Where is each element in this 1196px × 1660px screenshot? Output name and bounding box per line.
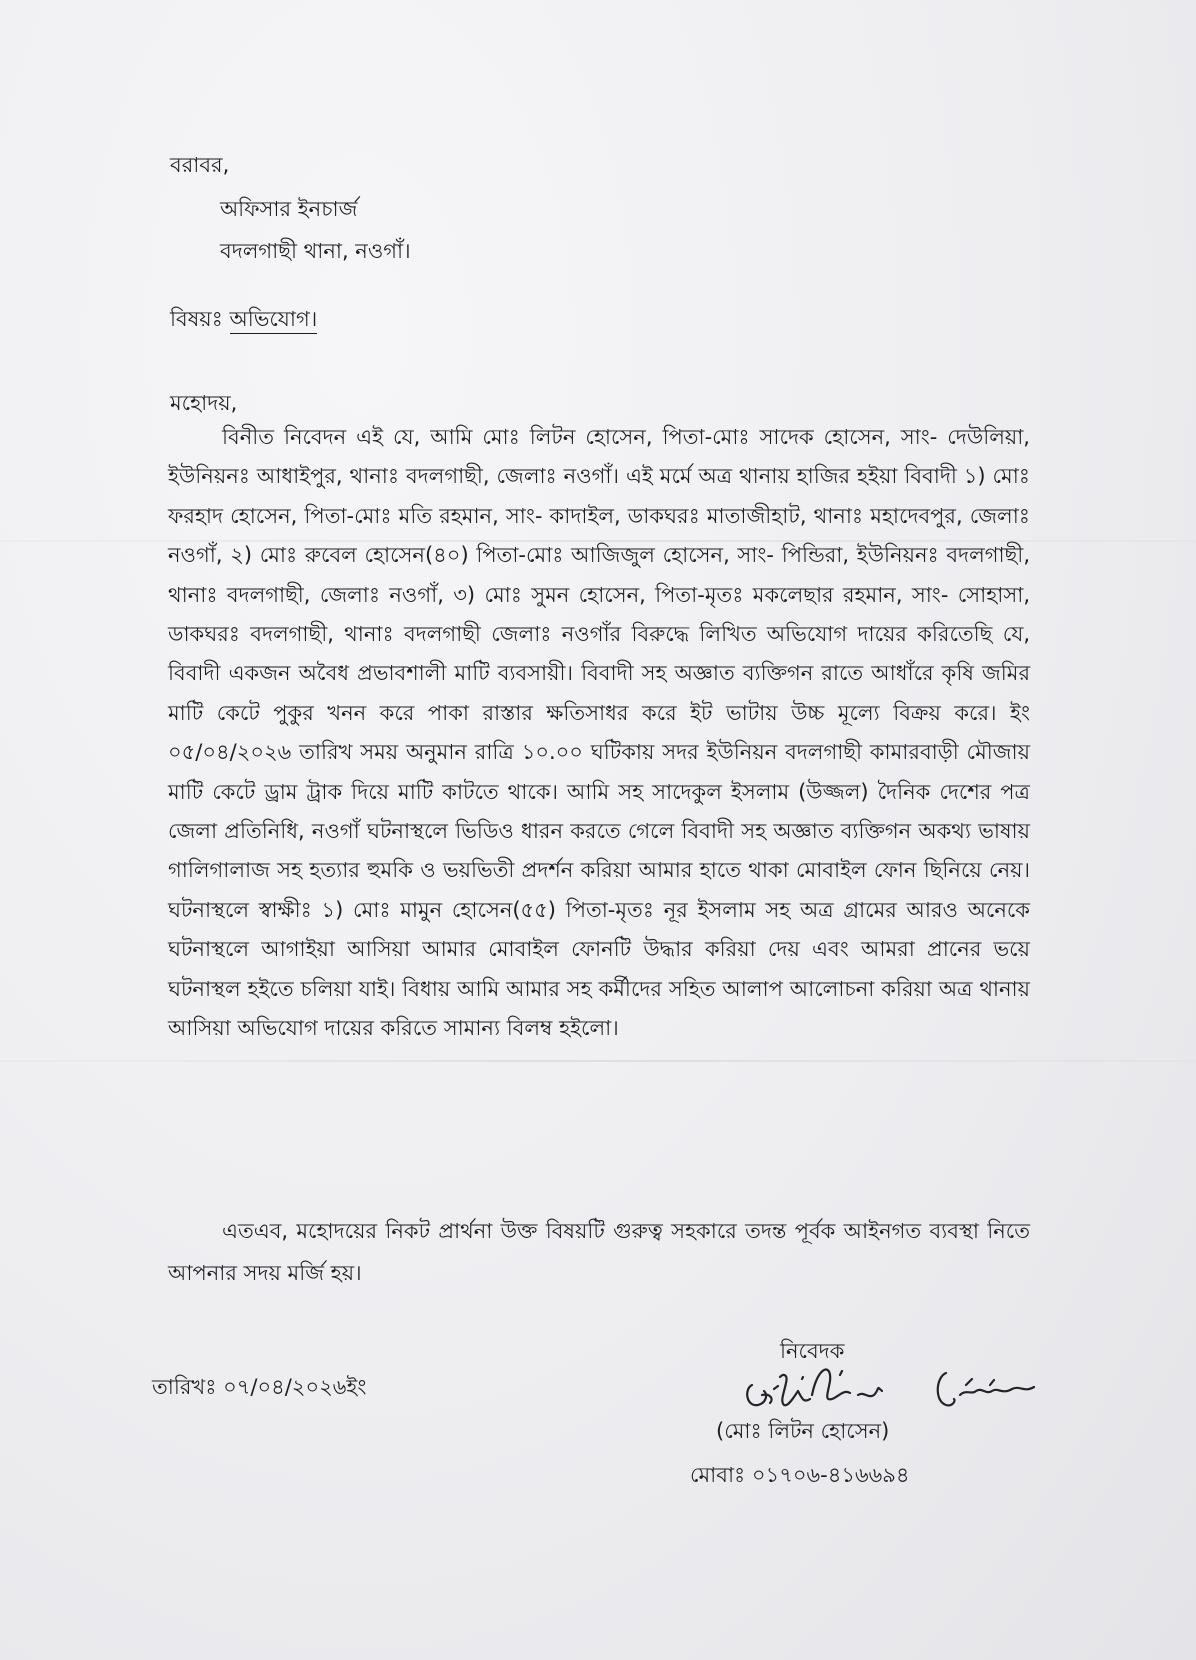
subject-value: অভিযোগ। — [230, 307, 318, 334]
salutation: মহোদয়, — [170, 391, 238, 415]
recipient-address: বদলগাছী থানা, নওগাঁ। — [220, 239, 411, 263]
subject-label: বিষয়ঃ — [170, 307, 223, 331]
date-line: তারিখঃ ০৭/০৪/২০২৬ইং — [152, 1375, 367, 1399]
handwritten-signature — [740, 1355, 1050, 1425]
applicant-label: নিবেদক — [780, 1339, 845, 1363]
salutation-to: বরাবর, — [170, 153, 230, 177]
signer-name: (মোঃ লিটন হোসেন) — [716, 1419, 890, 1443]
recipient-title: অফিসার ইনচার্জ — [220, 197, 358, 221]
letter-body: বিনীত নিবেদন এই যে, আমি মোঃ লিটন হোসেন, পিতা-মোঃ সাদেক হোসেন, সাং- দেউলিয়া, ইউনিয়নঃ আধাইপুর, থানাঃ বদলগাছী, জেলাঃ নওগাঁ। এই মর্মে অত্র থানায় হাজির হইয়া বিবাদী ১) মোঃ ফরহাদ হোসেন, পিতা-মোঃ মতি রহমান, সাং- কাদাইল, ডাকঘরঃ মাতাজীহাট, থানাঃ মহাদেবপুর, জেলাঃ নওগাঁ, ২) মোঃ রুবেল হোসেন(৪০) পিতা-মোঃ আজিজুল হোসেন, সাং- পিন্ডিরা, ইউনিয়নঃ বদলগাছী, থানাঃ বদলগাছী, জেলাঃ নওগাঁ, ৩) মোঃ সুমন হোসেন, পিতা-মৃতঃ মকলেছার রহমান, সাং- সোহাসা, ডাকঘরঃ বদলগাছী, থানাঃ বদলগাছী জেলাঃ নওগাঁর বিরুদ্ধে লিখিত অভিযোগ দায়ের করিতেছি যে, বিবাদী একজন অবৈধ প্রভাবশালী মাটি ব্যবসায়ী। বিবাদী সহ অজ্ঞাত ব্যক্তিগন রাতে আধাঁরে কৃষি জমির মাটি কেটে পুকুর খনন করে পাকা রাস্তার ক্ষতিসাধর করে ইট ভাটায় উচ্চ মূল্যে বিক্রয় করে। ইং ০৫/০৪/২০২৬ তারিখ সময় অনুমান রাত্রি ১০.০০ ঘটিকায় সদর ইউনিয়ন বদলগাছী কামারবাড়ী মৌজায় মাটি কেটে ড্রাম ট্রাক দিয়ে মাটি কাটতে থাকে। আমি সহ সাদেকুল ইসলাম (উজ্জল) দৈনিক দেশের পত্র জেলা প্রতিনিধি, নওগাঁ ঘটনাস্থলে ভিডিও ধারন করতে গেলে বিবাদী সহ অজ্ঞাত ব্যক্তিগন অকথ্য ভাষায় গালিগালাজ সহ হত্যার হুমকি ও ভয়ভিতী প্রদর্শন করিয়া আমার হাতে থাকা মোবাইল ফোন ছিনিয়ে নেয়। ঘটনাস্থলে স্বাক্ষীঃ ১) মোঃ মামুন হোসেন(৫৫) পিতা-মৃতঃ নূর ইসলাম সহ অত্র গ্রামের আরও অনেকে ঘটনাস্থলে আগাইয়া আসিয়া আমার মোবাইল ফোনটি উদ্ধার করিয়া দেয় এবং আমরা প্রানের ভয়ে ঘটনাস্থল হইতে চলিয়া যাই। বিধায় আমি আমার সহ কর্মীদের সহিত আলাপ আলোচনা করিয়া অত্র থানায় আসিয়া অভিযোগ দায়ের করিতে সামান্য বিলম্ব হইলো। — [168, 425, 1030, 1041]
mobile-number: মোবাঃ ০১৭০৬-৪১৬৬৯৪ — [690, 1463, 910, 1487]
paper-fold — [0, 1060, 1196, 1062]
letter-closing: এতএব, মহোদয়ের নিকট প্রার্থনা উক্ত বিষয়টি গুরুত্ব সহকারে তদন্ত পূর্বক আইনগত ব্যবস্থা নিতে আপনার সদয় মর্জি হয়। — [168, 1219, 1030, 1285]
subject-line — [170, 306, 317, 332]
